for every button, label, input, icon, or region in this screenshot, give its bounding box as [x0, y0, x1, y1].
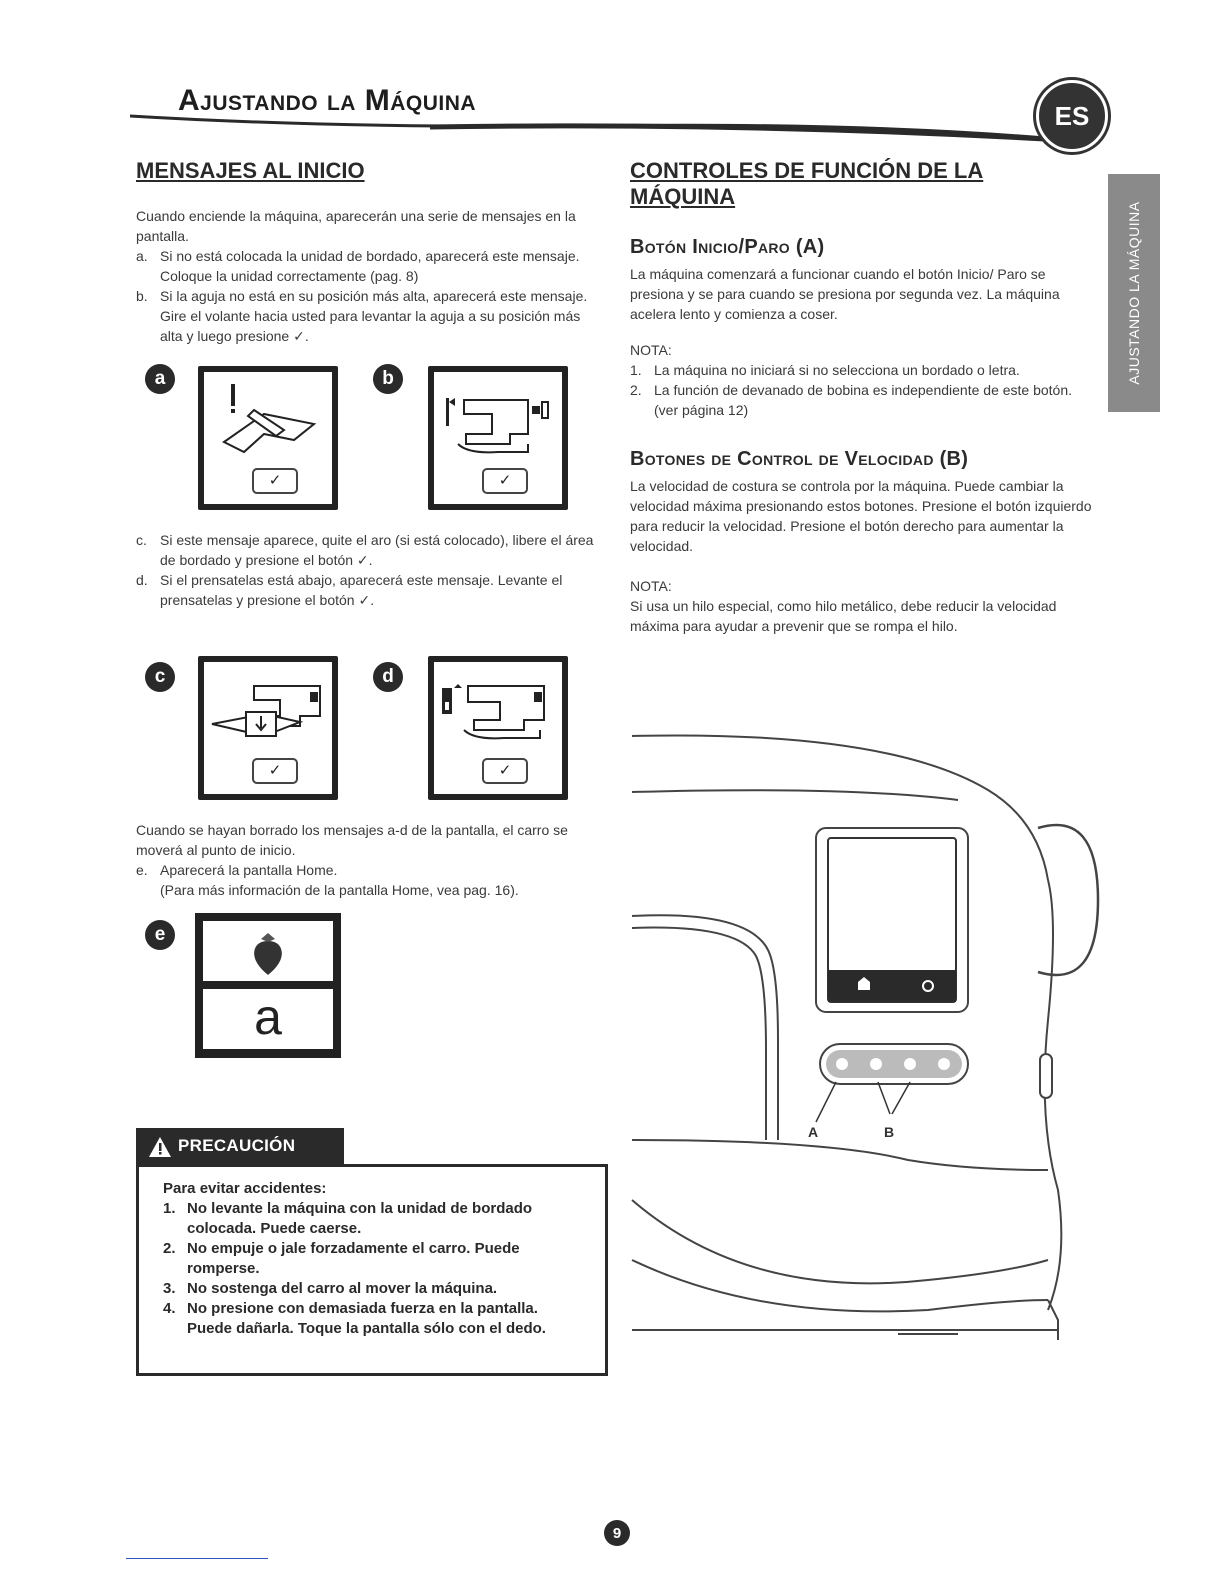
strawberry-icon [203, 921, 333, 981]
intro-paragraph: Cuando enciende la máquina, aparecerán una serie de mensajes en la pantalla. [136, 208, 576, 244]
list-item-sub: (Para más información de la pantalla Home, vea pag. 16). [160, 882, 519, 898]
message-screen-d [428, 656, 568, 800]
figure-label-a: a [145, 364, 175, 394]
diagram-label-b: B [884, 1124, 895, 1140]
footer-line [126, 1558, 268, 1559]
start-stop-block [630, 264, 1100, 420]
presser-foot-icon [434, 662, 562, 762]
home-letter-cell[interactable]: a [203, 989, 333, 1049]
control-buttons-panel [820, 1044, 968, 1084]
note-item: 1. La máquina no iniciará si no selecciona un bordado o letra. [630, 362, 1020, 378]
message-screen-c [198, 656, 338, 800]
messages-cd-block [136, 530, 606, 610]
start-stop-text: La máquina comenzará a funcionar cuando el botón Inicio/ Paro se presiona y se para cuando se presiona por segunda vez. La máquina acelera lento y comienza a coser. [630, 266, 1060, 322]
header-swoosh [130, 108, 1050, 148]
speed-title: Botones de Control de Velocidad (B) [630, 448, 969, 470]
speed-text: La velocidad de costura se controla por la máquina. Puede cambiar la velocidad máxima presionando estos botones. Presione el botón izquierdo para reducir la velocidad. Presione el botón derecho para aumentar la velocidad. [630, 478, 1092, 554]
list-item: e. Aparecerá la pantalla Home. [136, 862, 338, 878]
figure-label-e: e [145, 920, 175, 950]
note-label: NOTA: [630, 578, 672, 594]
ok-button[interactable]: ✓ [482, 758, 528, 784]
list-item: b. Si la aguja no está en su posición más alta, aparecerá este mensaje. Gire el volante hacia usted para levantar la aguja a su posición más alta y luego presione ✓. [136, 288, 588, 344]
caution-body [163, 1179, 583, 1339]
startup-text-block [136, 206, 606, 346]
note-item: 2. La función de devanado de bobina es independiente de este botón. (ver página 12) [630, 382, 1073, 418]
message-screen-a [198, 366, 338, 510]
side-section-tab [1108, 174, 1160, 412]
message-screen-b [428, 366, 568, 510]
speed-note: Si usa un hilo especial, como hilo metálico, debe reducir la velocidad máxima para ayudar a prevenir que se rompa el hilo. [630, 598, 1057, 634]
needle-position-icon [434, 372, 562, 472]
warning-icon [148, 1136, 172, 1158]
figure-label-b: b [373, 364, 403, 394]
list-item: a. Si no está colocada la unidad de bordado, aparecerá este mensaje. Coloque la unidad correctamente (pag. 8) [136, 248, 580, 284]
list-item: c. Si este mensaje aparece, quite el aro (si está colocado), libere el área de bordado y presione el botón ✓. [136, 532, 594, 568]
side-tab-label: AJUSTANDO LA MÁQUINA [1126, 201, 1142, 385]
speed-block [630, 476, 1100, 636]
section-heading-startup-messages: MENSAJES AL INICIO [136, 158, 365, 183]
caution-intro: Para evitar accidentes: [163, 1180, 327, 1197]
page-number: 9 [604, 1520, 630, 1546]
note-label: NOTA: [630, 342, 672, 358]
home-pattern-cell[interactable] [203, 921, 333, 981]
caution-tab [136, 1128, 344, 1164]
caution-item: 2. No empuje o jale forzadamente el carro. Puede romperse. [163, 1240, 520, 1277]
figure-label-c: c [145, 662, 175, 692]
start-stop-title: Botón Inicio/Paro (A) [630, 236, 825, 258]
caution-box [136, 1164, 608, 1376]
sewing-machine-illustration [628, 720, 1108, 1350]
remove-hoop-icon [204, 662, 332, 762]
caution-item: 4. No presione con demasiada fuerza en la pantalla. Puede dañarla. Toque la pantalla sólo con el dedo. [163, 1300, 546, 1337]
lcd-screen [816, 828, 968, 1012]
ok-button[interactable]: ✓ [252, 758, 298, 784]
after-messages-block [136, 820, 606, 900]
page-title: Ajustando la Máquina [178, 84, 477, 117]
list-item: d. Si el prensatelas está abajo, aparecerá este mensaje. Levante el prensatelas y presione el botón ✓. [136, 572, 563, 608]
caution-item: 3. No sostenga del carro al mover la máquina. [163, 1280, 498, 1297]
caution-label: PRECAUCIÓN [178, 1136, 296, 1155]
ok-button[interactable]: ✓ [482, 468, 528, 494]
embroidery-unit-icon [204, 372, 332, 472]
home-screen [195, 913, 341, 1058]
after-messages-paragraph: Cuando se hayan borrado los mensajes a-d de la pantalla, el carro se moverá al punto de inicio. [136, 822, 568, 858]
diagram-label-a: A [808, 1124, 819, 1140]
language-badge: ES [1036, 80, 1108, 152]
section-heading-function-controls: CONTROLES DE FUNCIÓN DE LA MÁQUINA [630, 158, 984, 209]
figure-label-d: d [373, 662, 403, 692]
ok-button[interactable]: ✓ [252, 468, 298, 494]
caution-item: 1. No levante la máquina con la unidad de bordado colocada. Puede caerse. [163, 1200, 533, 1237]
